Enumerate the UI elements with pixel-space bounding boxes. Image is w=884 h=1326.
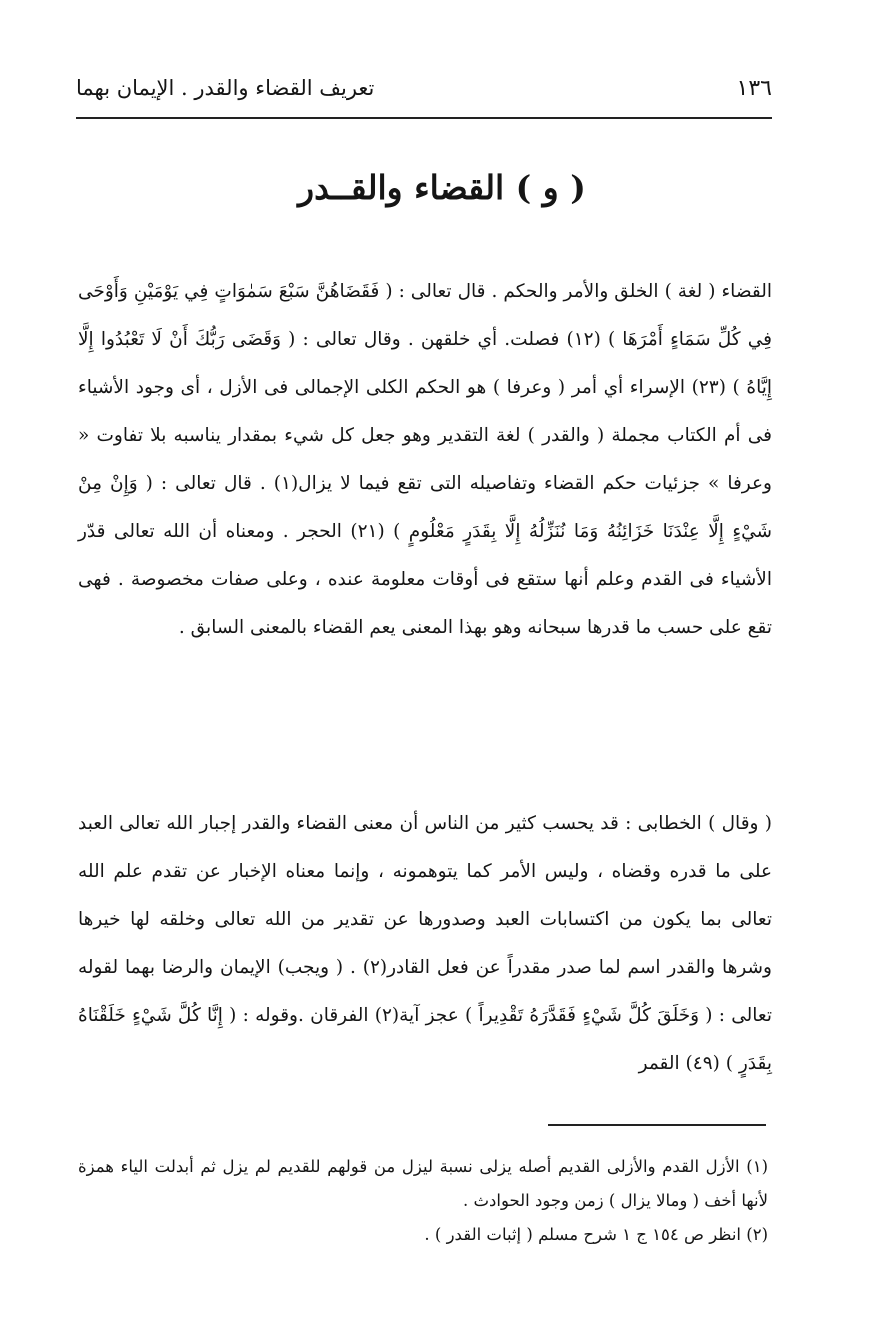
body-paragraph-qada-definition: القضاء ( لغة ) الخلق والأمر والحكم . قال تعالى : ( فَقَضَاهُنَّ سَبْعَ سَمٰوَاتٍ فِي يَوْمَيْنِ وَأَوْحَى فِي كُلِّ سَمَاءٍ أَمْرَهَا ) (١٢) فصلت. أي خلقهن . وقال تعالى : ( وَقَضَى رَبُّكَ أَنْ لَا تَعْبُدُوا إِلَّا إِيَّاهُ ) (٢٣) الإسراء أي أمر ( وعرفا ) هو الحكم الكلى الإجمالى فى الأزل ، أى وجود الأشياء فى أم الكتاب مجملة ( والقدر ) لغة التقدير وهو جعل كل شيء بمقدار يناسبه بلا تفاوت « وعرفا » جزئيات حكم القضاء وتفاصيله التى تقع فيما لا يزال(١) . قال تعالى : ( وَإِنْ مِنْ شَيْءٍ إِلَّا عِنْدَنَا خَزَائِنُهُ وَمَا نُنَزِّلُهُ إِلَّا بِقَدَرٍ مَعْلُومٍ ) (٢١) الحجر . ومعناه أن الله تعالى قدّر الأشياء فى القدم وعلم أنها ستقع فى أوقات معلومة عنده ، وعلى صفات مخصوصة . فهى تقع على حسب ما قدرها سبحانه وهو بهذا المعنى يعم القضاء بالمعنى السابق . [78, 281, 772, 638]
running-title: تعريف القضاء والقدر . الإيمان بهما [76, 76, 375, 100]
footnotes [78, 1150, 768, 1252]
running-header [76, 68, 772, 108]
section-heading: ( و ) القضاء والقــدر [298, 168, 586, 207]
footnote-2: (٢) انظر ص ١٥٤ ج ١ شرح مسلم ( إثبات القدر ) . [424, 1225, 768, 1244]
body-paragraph-khattabi: ( وقال ) الخطابى : قد يحسب كثير من الناس أن معنى القضاء والقدر إجبار الله تعالى العبد على ما قدره وقضاه ، وليس الأمر كما يتوهمونه ، وإنما معناه الإخبار عن تقدم علم الله تعالى بما يكون من اكتسابات العبد وصدورها عن تقدير من الله تعالى وخلقه لها خيرها وشرها والقدر اسم لما صدر مقدراً عن فعل القادر(٢) . ( ويجب) الإيمان والرضا بهما لقوله تعالى : ( وَخَلَقَ كُلَّ شَيْءٍ فَقَدَّرَهُ تَقْدِيراً ) عجز آية(٢) الفرقان .وقوله : ( إِنَّا كُلَّ شَيْءٍ خَلَقْنَاهُ بِقَدَرٍ ) (٤٩) القمر [78, 813, 773, 1074]
page-number: ١٣٦ [736, 75, 772, 101]
footnote-1: (١) الأزل القدم والأزلى القديم أصله يزلى نسبة ليزل من قولهم للقديم لم يزل ثم أبدلت الياء همزة لأنها أخف ( ومالا يزال ) زمن وجود الحوادث . [78, 1157, 768, 1210]
footnote-rule [548, 1124, 766, 1126]
header-rule [76, 117, 772, 119]
